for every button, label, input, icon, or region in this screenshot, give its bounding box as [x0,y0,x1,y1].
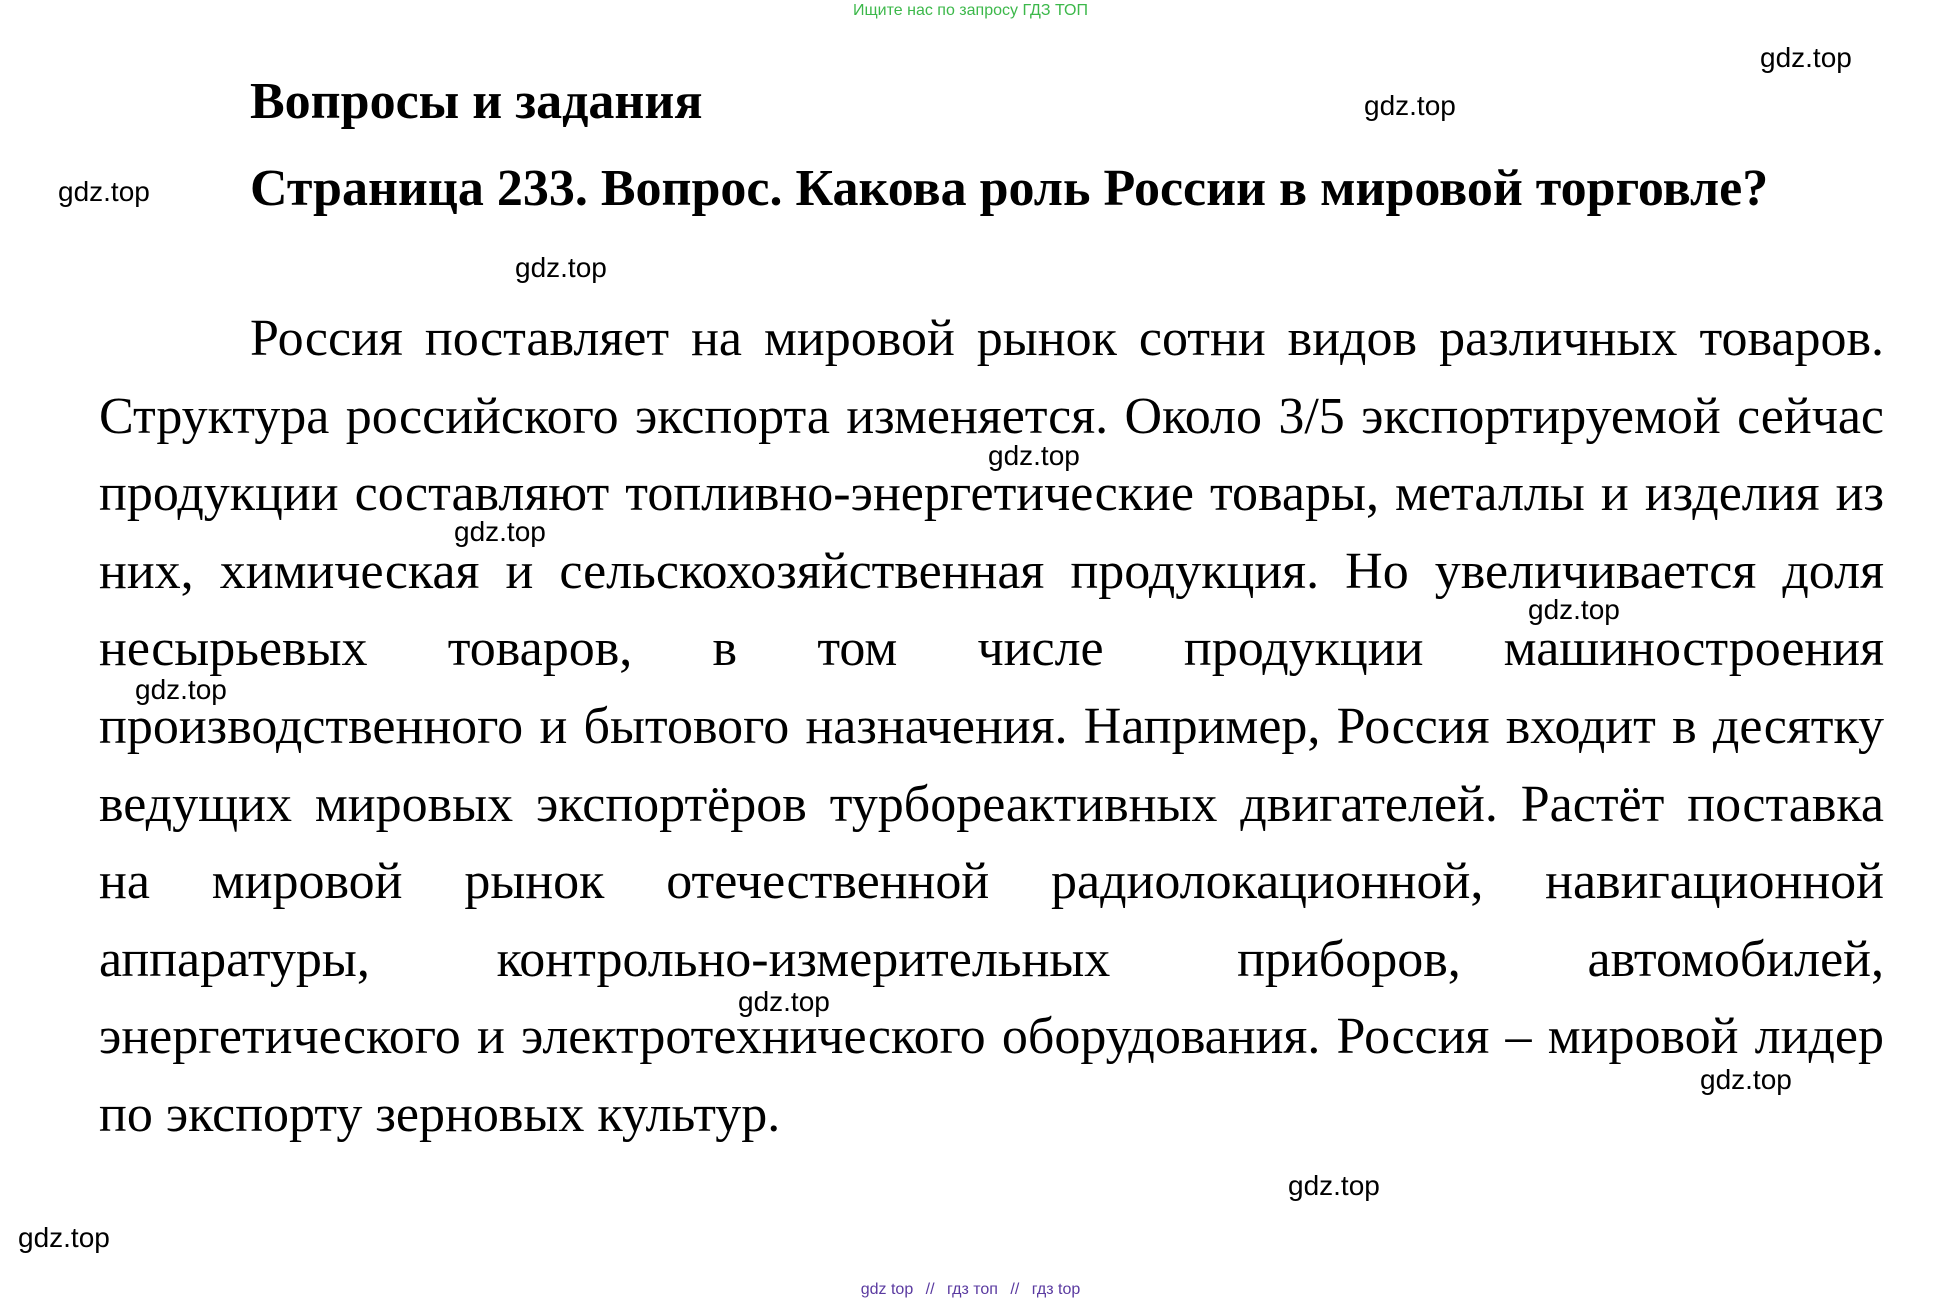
footer-links [0,1281,1941,1299]
watermark: gdz.top [738,986,830,1017]
question-text: Страница 233. Вопрос. Какова роль России в мировой торговле? [250,160,1769,217]
watermark: gdz.top [1288,1170,1380,1201]
footer-link[interactable]: гдз топ [947,1281,998,1298]
watermark: gdz.top [135,674,227,705]
search-hint-banner: Ищите нас по запросу ГДЗ ТОП [853,2,1088,19]
watermark: gdz.top [1700,1064,1792,1095]
watermark: gdz.top [1528,594,1620,625]
watermark: gdz.top [1364,90,1456,121]
section-title: Вопросы и задания [250,73,703,130]
watermark: gdz.top [1760,42,1852,73]
watermark: gdz.top [988,440,1080,471]
watermark: gdz.top [454,516,546,547]
footer-link[interactable]: gdz top [860,1281,914,1298]
footer-separator: // [925,1281,935,1298]
answer-text: Россия поставляет на мировой рынок сотни видов различных товаров. Структура российского экспорта изменяется. Около 3/5 экспортируемой сейчас продукции составляют топливно-энергетические товары, металлы и изделия из них, химическая и сельскохозяйственная продукция. Но увеличивается доля несырьевых товаров, в том числе продукции машиностроения производственного и бытового назначения. Например, Россия входит в десятку ведущих мировых экспортёров турбореактивных двигателей. Растёт поставка на мировой рынок отечественной радиолокационной, навигационной аппаратуры, контрольно-измерительных приборов, автомобилей, энергетического и электротехнического оборудования. Россия – мировой лидер по экспорту зерновых культур. [99,310,1884,1143]
watermark: gdz.top [18,1222,110,1253]
watermark: gdz.top [515,252,607,283]
footer-link[interactable]: гдз top [1031,1281,1081,1298]
footer-separator: // [1010,1281,1020,1298]
watermark: gdz.top [58,176,150,207]
